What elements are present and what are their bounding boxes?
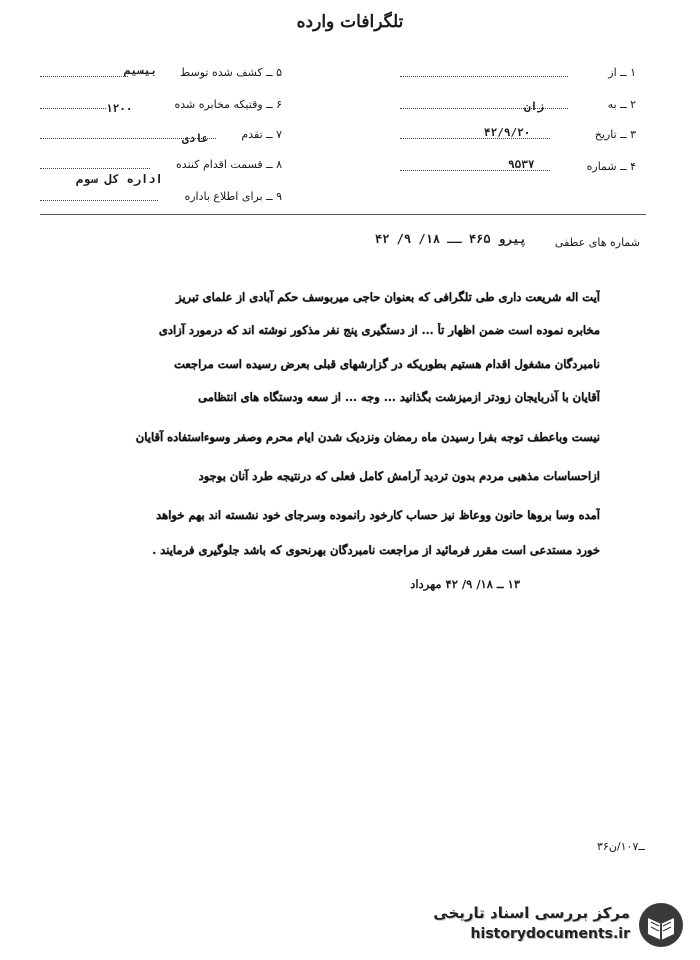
header-field-date bbox=[400, 128, 636, 146]
field-label: ۲ ــ به bbox=[607, 98, 636, 111]
body-line: آمده وسا بروها حانون ووعاظ نیز حساب کارخود رانموده وسرجای خود نشسته اند بهم خواهد bbox=[156, 508, 600, 522]
header-field-transmitted bbox=[40, 98, 282, 116]
dotted-line bbox=[40, 168, 150, 169]
body-line: آقایان با آذربایجان زودتر ازمیزشت بگذانید ... وجه ... از سعه ودستگاه های انتظامی bbox=[198, 390, 600, 404]
page-title: تلگرافات وارده bbox=[296, 12, 404, 32]
header-field-action-dept bbox=[40, 158, 282, 186]
field-label: ۵ ــ کشف شده توسط bbox=[180, 66, 282, 79]
footer-name: مرکز بررسی اسناد تاریخی bbox=[433, 904, 630, 922]
field-value: بیسیم bbox=[124, 64, 158, 77]
field-label: ۷ ــ تقدم bbox=[241, 128, 282, 141]
field-label: ۸ ــ قسمت اقدام کننده bbox=[176, 158, 282, 171]
header-field-from bbox=[400, 66, 636, 84]
field-label: ۱ ــ از bbox=[608, 66, 636, 79]
field-label: ۴ ــ شماره bbox=[586, 160, 636, 173]
header-field-priority bbox=[40, 128, 282, 146]
dotted-line bbox=[40, 108, 106, 109]
dotted-line bbox=[400, 76, 568, 77]
field-value: ۱۲۰۰ bbox=[106, 102, 133, 115]
body-line: ازاحساسات مذهبی مردم بدون تردید آرامش کامل فعلی که درنتیجه طرد آنان بوجود bbox=[198, 469, 600, 483]
header-field-number bbox=[400, 160, 636, 178]
book-logo-icon bbox=[636, 900, 686, 950]
reference-label: شماره های عطفی bbox=[554, 236, 640, 249]
dotted-line bbox=[40, 200, 158, 201]
body-line: نامبردگان مشغول اقدام هستیم بطوریکه در گزارشهای قبلی بعرض رسیده است مراجعت bbox=[174, 357, 600, 371]
footer-url: historydocuments.ir bbox=[470, 926, 630, 942]
header-divider bbox=[40, 214, 646, 215]
field-value: اداره کل سوم bbox=[76, 172, 163, 186]
field-label: ۹ ــ برای اطلاع باداره bbox=[184, 190, 282, 203]
header-field-to bbox=[400, 98, 636, 116]
closing-signature: ۱۳ ــ ۱۸/ ۹/ ۴۲ مهرداد bbox=[410, 577, 520, 591]
body-line: خورد مستدعی است مقرر فرمائید از مراجعت نامبردگان بهرنحوی که باشد جلوگیری فرمایند . bbox=[152, 543, 600, 557]
field-label: ۶ ــ وقتیکه مخابره شده bbox=[174, 98, 282, 111]
footer-watermark bbox=[420, 900, 690, 950]
field-value: عادی bbox=[182, 132, 209, 145]
header-field-decoded-by bbox=[40, 66, 282, 84]
archive-code: ۳۶ــ۱۰۷/ن bbox=[597, 840, 645, 853]
dotted-line bbox=[40, 76, 128, 77]
field-value: ۹۵۳۷ bbox=[508, 158, 535, 171]
field-value: ۴۲/۹/۲۰ bbox=[484, 126, 531, 139]
reference-value: پیرو ۴۶۵ ــ ۱۸/ ۹/ ۴۲ bbox=[375, 232, 527, 246]
body-line: مخابره نموده است ضمن اظهار تأ ... از دستگیری پنج نفر مذکور نوشته اند که درمورد آزادی bbox=[158, 323, 600, 337]
header-field-for-info bbox=[40, 190, 282, 208]
body-line: آیت اله شریعت داری طی تلگرافی که بعنوان حاجی میربوسف حکم آبادی از علمای تبریز bbox=[176, 290, 600, 304]
field-value: زان bbox=[524, 100, 544, 113]
field-label: ۳ ــ تاریخ bbox=[594, 128, 636, 141]
body-line: نیست وباعطف توجه بفرا رسیدن ماه رمضان ونزدیک شدن ایام محرم وصفر وسوءاستفاده آقایان bbox=[135, 430, 600, 444]
